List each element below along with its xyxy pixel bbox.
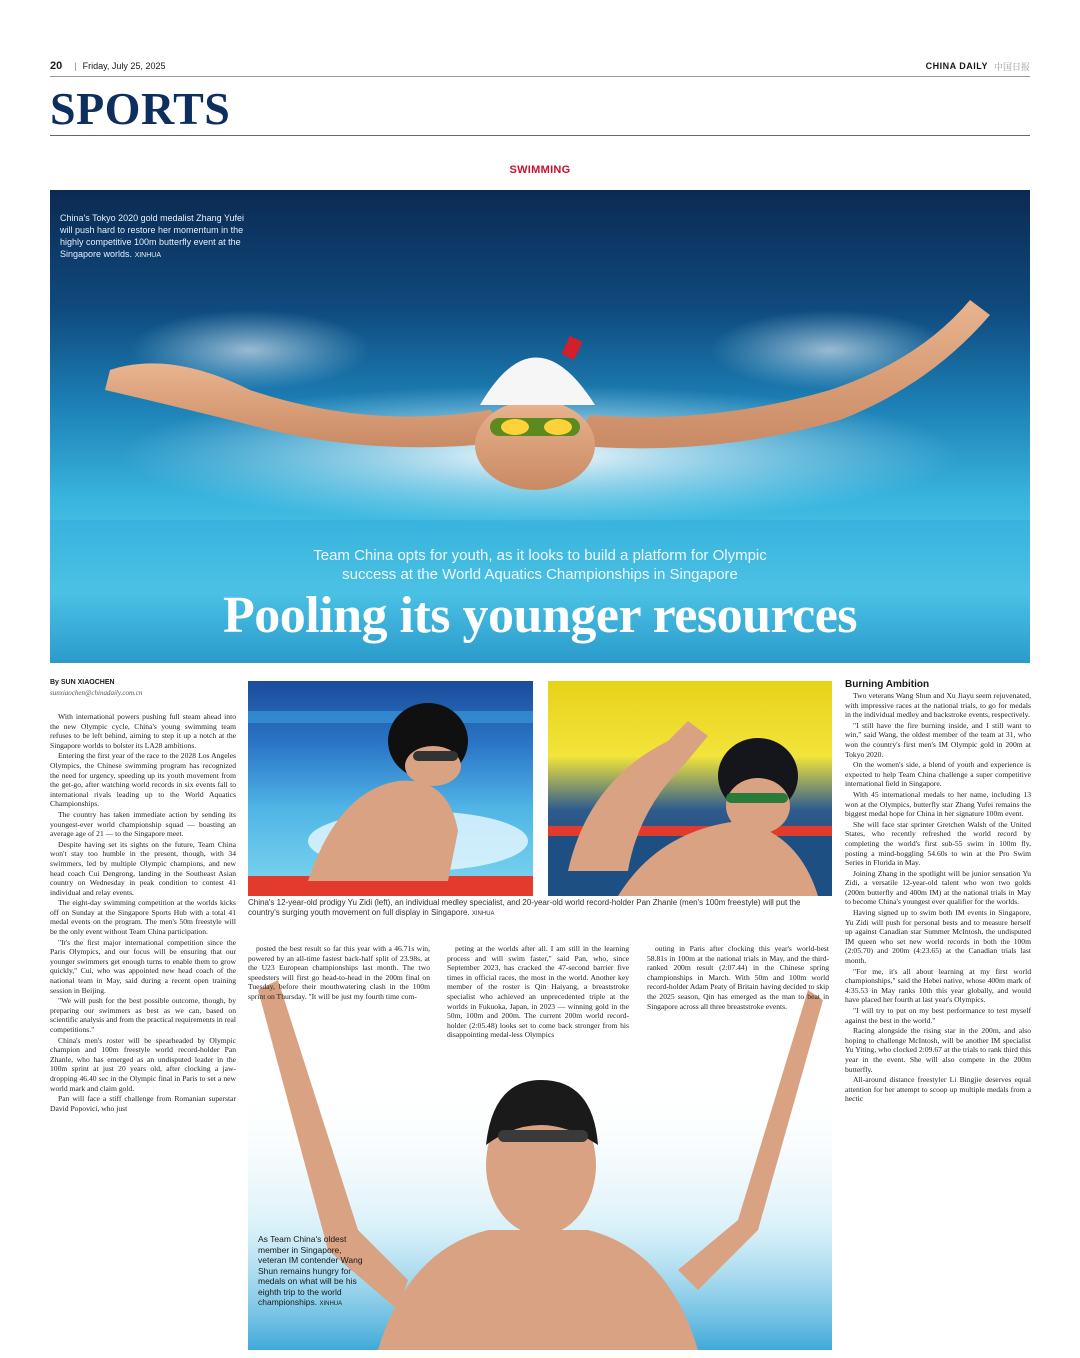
goggles (498, 1130, 588, 1142)
paragraph: With 45 international medals to her name, including 13 won at the Olympics, butterfly star Zhang Yufei remains the biggest medal hope for China in her signature 100m event. (845, 789, 1031, 819)
folio-separator: | (74, 61, 77, 71)
section-title: SPORTS (50, 83, 231, 134)
article-column-left (50, 712, 236, 1352)
author-email[interactable]: sunxiaochen@chinadaily.com.cn (50, 689, 143, 697)
subhead: Burning Ambition (845, 679, 930, 690)
paragraph: Pan will face a stiff challenge from Romanian superstar David Popovici, who just (50, 1094, 236, 1113)
paragraph: "I will try to put on my best performance to test myself against the best in the world." (845, 1006, 1031, 1025)
paragraph: "I still have the fire burning inside, and I still want to win," said Wang, the oldest member of the team at 31, who won the country's first men's IM Olympic gold in 200m at Tokyo 2020. (845, 720, 1031, 759)
article-column-mid-1 (248, 944, 430, 1124)
paragraph: "It's the first major international competition since the Paris Olympics, and our focus will be ensuring that our younger swimmers get enough turns to enable them to grow quickly," Cui, who was appointed new head coach of the national team in May, said during a recent open training session in Beijing. (50, 937, 236, 995)
photo-yu-zidi (248, 681, 533, 896)
photo3-caption: As Team China's oldest member in Singapore, veteran IM contender Wang Shun remains hungry for medals on what will be his eighth trip to the world championships. XINHUA (258, 1234, 363, 1307)
breaststroke-swimmer-illustration (248, 681, 533, 896)
paragraph: posted the best result so far this year with a 46.71s win, powered by an all-time fastest back-half split of 23.98s, at the U23 European championships last month. The two speedsters will first go head-to-head in the 200m final on Tuesday, before their mouthwatering clash in the 100m sprint on Thursday. "It will be just my fourth time com- (248, 944, 430, 1001)
folio-rule (50, 76, 1030, 77)
paragraph: Two veterans Wang Shun and Xu Jiayu seem rejuvenated, with impressive races at the national trials, to go for medals in the individual medley and backstroke events, respectively. (845, 691, 1031, 720)
paragraph: Racing alongside the rising star in the 200m, and also hoping to challenge McIntosh, will be another IM specialist Yu Yiting, who clocked 2:09.67 at the trials to rank third this year in the event. She will also compete in the 200m butterfly. (845, 1026, 1031, 1074)
paragraph: "For me, it's all about learning at my first world championships," said the Hebei native, whose 400m mark of 4:35.53 in May ranks 10th this year globally, and would have placed her fourth at last year's Olympics. (845, 966, 1031, 1005)
paragraph: Joining Zhang in the spotlight will be junior sensation Yu Zidi, a versatile 12-year-old talent who won two golds (200m butterfly and 400m IM) at the national trials in May to become China's youngest ever qualifier for the worlds. (845, 868, 1031, 907)
folio-bar (50, 58, 1030, 74)
cap-flag (561, 336, 582, 360)
lane-rope-blue (248, 711, 533, 723)
hero-caption: China's Tokyo 2020 gold medalist Zhang Yufei will push hard to restore her momentum in the highly competitive 100m butterfly event at the Singapore worlds. XINHUA (60, 213, 245, 259)
paragraph: The eight-day swimming competition at the worlds kicks off on Sunday at the Singapore Sports Hub with a total 41 medal events on the program. The men's 50m freestyle will be the only event without Team China participation. (50, 898, 236, 937)
paragraph: With international powers pushing full steam ahead into the new Olympic cycle, China's young swimming team refuses to be left behind, aiming to step it up a notch at the Singapore worlds to bolster its LA28 ambitions. (50, 712, 236, 750)
goggle-lens-right (544, 419, 572, 435)
paragraph: "We will push for the best possible outcome, though, by preparing our swimmers as best as we can, based on scientific analysis and from the practical requirements in real competitions." (50, 996, 236, 1034)
paper-name-cn: 中国日报 (993, 61, 1030, 72)
paragraph: She will face star sprinter Gretchen Walsh of the United States, who recently refreshed the world record by completing the world's first sub-55 swim in 100m fly, posting a mind-boggling 54.60s to win at the Pro Swim Series in Florida in May. (845, 819, 1031, 868)
headline: Pooling its younger resources (222, 587, 858, 644)
swimmer-face (726, 778, 790, 834)
photo-pan-zhanle (548, 681, 832, 896)
article-column-right (845, 691, 1031, 1341)
swim-cap (480, 358, 595, 406)
issue-date: Friday, July 25, 2025 (82, 61, 166, 71)
celebrating-swimmer-illustration (548, 681, 832, 896)
paragraph: Having signed up to swim both IM events in Singapore, Yu Zidi will push for personal bests and to measure herself up against Canadian star Summer McIntosh, the undisputed IM queen who set new world records in both the 100m (2:05.70) and 200m (4:23.65) at the Canadian trials last month. (845, 908, 1031, 966)
photo-caption: China's 12-year-old prodigy Yu Zidi (left), an individual medley specialist, and 20-year-old world record-holder Pan Zhanle (men's 100m freestyle) will put the country's surging youth movement on full display in Singapore. XINHUA (248, 898, 801, 917)
paragraph: Entering the first year of the race to the 2028 Los Angeles Olympics, the Chinese swimming program has recognized the need for urgency, speeding up its youth movement from the get-go, after watching world records in six events fall to international rivals leading up to the World Aquatics Championships. (50, 751, 236, 809)
paper-name: CHINA DAILY (925, 61, 988, 71)
paragraph: China's men's roster will be spearheaded by Olympic champion and 100m freestyle world record-holder Pan Zhanle, who has emerged as an undisputed leader in the 100m sprint at just 20 years old, after clocking a jaw-dropping 46.40 sec in the Olympic final in Paris to set a new world mark and claim gold. (50, 1035, 236, 1093)
paragraph: All-around distance freestyler Li Bingjie deserves equal attention for her attempt to scoop up multiple medals from a hectic (845, 1075, 1031, 1104)
goggles (726, 793, 788, 803)
byline: By SUN XIAOCHEN (50, 679, 115, 686)
paragraph: Despite having set its sights on the future, Team China won't stay too humble in the present, though, with 34 swimmers, led by multiple Olympic champions, and new head coach Cui Dengrong, landing in the Southeast Asian country on Wednesday in peak condition to contest 41 individual and relay events. (50, 839, 236, 897)
paragraph: On the women's side, a blend of youth and experience is expected to help Team China challenge a super competitive international field in Singapore. (845, 760, 1031, 789)
hero-photo (50, 190, 1030, 663)
article-column-mid-3 (647, 944, 829, 1124)
paragraph: The country has taken immediate action by sending its youngest-ever world championship squad — boasting an average age of 21 — to the Singapore meet. (50, 809, 236, 839)
section-rule (50, 135, 1030, 136)
paragraph: outing in Paris after clocking this year's world-best 58.81s in 100m at the national trials in May, and the third-ranked 200m result (2:07.44) in the Chinese spring championships in March. With 50m and 100m world record-holder Adam Peaty of Britain having decided to skip the 2025 season, Qin has emerged as the man to beat in Singapore across all three breaststroke events. (647, 944, 829, 1011)
paragraph: peting at the worlds after all. I am still in the learning process and will swim faster," said Pan, who, since September 2023, has cracked the 47-second barrier five times in official races, the most in the world. Another key member of the roster is Qin Haiyang, a breaststroke specialist who achieved an unprecedented triple at the worlds in Fukuoka, Japan, in 2023 — winning gold in the 50m, 100m and 200m. The current 200m world record-holder (2:05.48) looks set to come back stronger from his disappointing medal-less Olympics (447, 944, 629, 1040)
swimmer-face (475, 400, 595, 490)
goggle-lens-left (501, 419, 529, 435)
page-number: 20 (50, 60, 63, 72)
article-column-mid-2 (447, 944, 629, 1124)
goggles (413, 751, 458, 761)
kicker: SWIMMING (509, 164, 571, 176)
hero-deck: Team China opts for youth, as it looks to build a platform for Olympic success at the World Aquatics Championships in Singapore (313, 547, 767, 583)
